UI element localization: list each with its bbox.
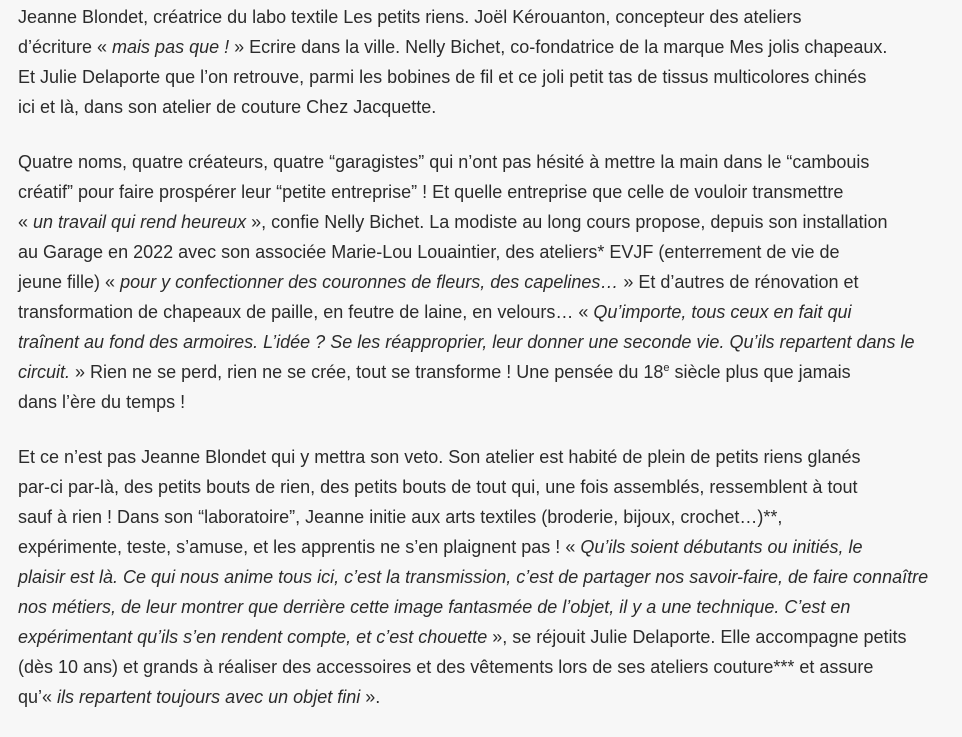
text-line (18, 267, 948, 297)
body-text: sauf à rien ! Dans son “laboratoire”, Jeanne initie aux arts textiles (broderie, bijoux, crochet…)**, (18, 507, 783, 527)
body-text: d’écriture « (18, 37, 113, 57)
quote-italic-text: circuit. (18, 362, 71, 382)
body-text: ici et là, dans son atelier de couture Chez Jacquette. (18, 97, 437, 117)
body-text: Et ce n’est pas Jeanne Blondet qui y mettra son veto. Son atelier est habité de plein de petits riens glanés (18, 447, 861, 467)
body-text: expérimente, teste, s’amuse, et les apprentis ne s’en plaignent pas ! « (18, 537, 581, 557)
quote-italic-text: ils repartent toujours avec un objet fini (57, 687, 361, 707)
quote-italic-text: nos métiers, de leur montrer que derrière cette image fantasmée de l’objet, il y a une technique. C’est en (18, 597, 851, 617)
quote-italic-text: Qu’ils soient débutants ou initiés, le (580, 537, 863, 557)
body-text: jeune fille) « (18, 272, 121, 292)
text-line (18, 532, 948, 562)
body-text: au Garage en 2022 avec son associée Marie-Lou Louaintier, des ateliers* EVJF (enterrement de vie de (18, 242, 840, 262)
text-line (18, 92, 948, 122)
text-line (18, 472, 948, 502)
article-paragraph (18, 147, 948, 417)
text-line (18, 592, 948, 622)
text-line (18, 387, 948, 417)
body-text: transformation de chapeaux de paille, en feutre de laine, en velours… « (18, 302, 594, 322)
body-text: Jeanne Blondet, créatrice du labo textile Les petits riens. Joël Kérouanton, concepteur des ateliers (18, 7, 802, 27)
text-line (18, 2, 948, 32)
quote-italic-text: traînent au fond des armoires. L’idée ? Se les réapproprier, leur donner une seconde vie. Qu’ils repartent dans le (18, 332, 915, 352)
body-text: » Ecrire dans la ville. Nelly Bichet, co-fondatrice de la marque Mes jolis chapeaux. (229, 37, 888, 57)
body-text: » Rien ne se perd, rien ne se crée, tout se transforme ! Une pensée du 18 (70, 362, 664, 382)
quote-italic-text: pour y confectionner des couronnes de fleurs, des capelines… (120, 272, 619, 292)
superscript-text: e (663, 362, 670, 374)
text-line (18, 502, 948, 532)
text-line (18, 622, 948, 652)
article-paragraph (18, 2, 948, 122)
body-text: », se réjouit Julie Delaporte. Elle accompagne petits (487, 627, 907, 647)
text-line (18, 442, 948, 472)
text-line (18, 682, 948, 712)
text-line (18, 652, 948, 682)
text-line (18, 327, 948, 357)
body-text: (dès 10 ans) et grands à réaliser des accessoires et des vêtements lors de ses ateliers couture*** et assure (18, 657, 874, 677)
body-text: Et Julie Delaporte que l’on retrouve, parmi les bobines de fil et ce joli petit tas de tissus multicolores chinés (18, 67, 867, 87)
quote-italic-text: expérimentant qu’ils s’en rendent compte, et c’est chouette (18, 627, 488, 647)
article-paragraph (18, 442, 948, 712)
body-text: siècle plus que jamais (669, 362, 851, 382)
text-line (18, 32, 948, 62)
quote-italic-text: Qu’importe, tous ceux en fait qui (593, 302, 852, 322)
body-text: « (18, 212, 34, 232)
body-text: ». (360, 687, 381, 707)
text-line (18, 297, 948, 327)
body-text: Quatre noms, quatre créateurs, quatre “garagistes” qui n’ont pas hésité à mettre la main dans le “cambouis (18, 152, 870, 172)
body-text: », confie Nelly Bichet. La modiste au long cours propose, depuis son installation (246, 212, 888, 232)
quote-italic-text: plaisir est là. Ce qui nous anime tous ici, c’est la transmission, c’est de partager nos savoir-faire, de faire connaître (18, 567, 929, 587)
body-text: qu’« (18, 687, 58, 707)
quote-italic-text: un travail qui rend heureux (33, 212, 247, 232)
text-line (18, 562, 948, 592)
text-line (18, 62, 948, 92)
text-line (18, 177, 948, 207)
text-line (18, 207, 948, 237)
text-line (18, 357, 948, 387)
text-line (18, 237, 948, 267)
quote-italic-text: mais pas que ! (112, 37, 230, 57)
text-line (18, 147, 948, 177)
body-text: par-ci par-là, des petits bouts de rien, des petits bouts de tout qui, une fois assemblés, ressemblent à tout (18, 477, 858, 497)
body-text: créatif” pour faire prospérer leur “petite entreprise” ! Et quelle entreprise que celle de vouloir transmettre (18, 182, 844, 202)
body-text: dans l’ère du temps ! (18, 392, 186, 412)
article-body (18, 2, 948, 737)
body-text: » Et d’autres de rénovation et (618, 272, 859, 292)
